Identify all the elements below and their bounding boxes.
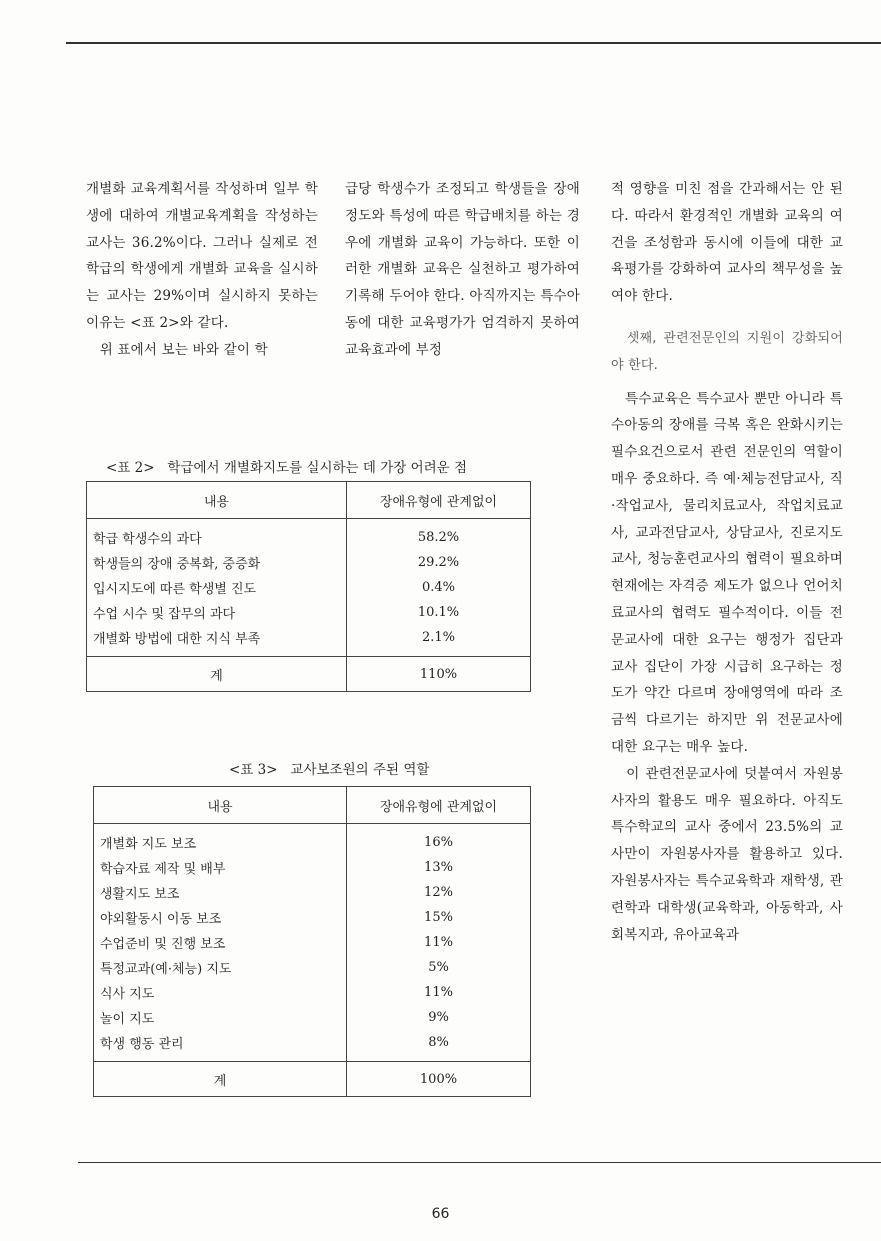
row-label: 수업 시수 및 잡무의 과다 <box>87 600 347 625</box>
table-row <box>87 600 531 625</box>
table-total-row <box>87 657 531 692</box>
table3-title: 교사보조원의 주된 역할 <box>290 762 430 778</box>
row-value: 9% <box>347 1005 531 1030</box>
row-value: 5% <box>347 955 531 980</box>
total-label: 계 <box>94 1062 347 1097</box>
row-label: 학생들의 장애 중복화, 중증화 <box>87 550 347 575</box>
top-rule <box>66 42 881 44</box>
table-row <box>94 905 531 930</box>
total-value: 100% <box>347 1062 531 1097</box>
table3-number: <표 3> <box>229 762 278 778</box>
table3 <box>93 786 531 1097</box>
row-value: 13% <box>347 855 531 880</box>
row-label: 놀이 지도 <box>94 1005 347 1030</box>
row-label: 입시지도에 따른 학생별 진도 <box>87 575 347 600</box>
text-column-right <box>611 176 843 948</box>
row-value: 2.1% <box>347 625 531 657</box>
column-header: 장애유형에 관계없이 <box>347 787 531 824</box>
bottom-rule <box>78 1162 881 1163</box>
table2 <box>86 481 531 692</box>
paragraph: 급당 학생수가 조정되고 학생들을 장애 정도와 특성에 따른 학급배치를 하는 경우에 개별화 교육이 가능하다. 또한 이러한 개별화 교육은 실천하고 평가하여 기록해 두어야 한다. 아직까지는 특수아동에 대한 교육평가가 엄격하지 못하여 교육효과에 부정 <box>345 181 580 358</box>
total-value: 110% <box>347 657 531 692</box>
table2-number: <표 2> <box>106 460 155 476</box>
table-row <box>94 980 531 1005</box>
paragraph: 특수교육은 특수교사 뿐만 아니라 특수아동의 장애를 극복 혹은 완화시키는 필수요건으로서 관련 전문인의 역할이 매우 중요하다. 즉 예·체능전담교사, 직·작업교사, 물리치료교사, 작업치료교사, 교과전담교사, 상담교사, 진로지도교사, 청능훈련교사의 협력이 필요하며 현재에는 자격증 제도가 없으나 언어치료교사의 협력도 필수적이다. 이들 전문교사에 대한 요구는 행정가 집단과 교사 집단이 가장 시급히 요구하는 정도가 약간 다르며 장애영역에 따라 조금씩 다르기는 하지만 위 전문교사에 대한 요구는 매우 높다. <box>611 390 843 755</box>
table-row <box>94 930 531 955</box>
paragraph: 이 관련전문교사에 덧붙여서 자원봉사자의 활용도 매우 필요하다. 아직도 특수학교의 교사 중에서 23.5%의 교사만이 자원봉사자를 활용하고 있다. 자원봉사자는 특수교육학과 재학생, 관련학과 대학생(교육학과, 아동학과, 사회복지과, 유아교육과 <box>611 765 843 943</box>
table3-caption <box>229 758 429 778</box>
paragraph: 적 영향을 미친 점을 간과해서는 안 된다. 따라서 환경적인 개별화 교육의 여건을 조성함과 동시에 이들에 대한 교육평가를 강화하여 교사의 책무성을 높여야 한다. <box>611 181 843 305</box>
table2-caption <box>106 456 467 476</box>
column-header: 내용 <box>94 787 347 824</box>
row-label: 개별화 지도 보조 <box>94 824 347 856</box>
table-row <box>94 1005 531 1030</box>
column-header: 내용 <box>87 482 347 519</box>
table-row <box>94 880 531 905</box>
row-value: 10.1% <box>347 600 531 625</box>
section-heading: 셋째, 관련전문인의 지원이 강화되어야 한다. <box>611 330 843 373</box>
paragraph: 개별화 교육계획서를 작성하며 일부 학생에 대하여 개별교육계획을 작성하는 교사는 36.2%이다. 그러나 실제로 전 학급의 학생에게 개별화 교육을 실시하는 교사는 29%이며 실시하지 못하는 이유는 <표 2>와 같다. 위 표에서 보는 바와 같이 학 <box>86 181 318 358</box>
row-value: 8% <box>347 1030 531 1062</box>
text-column-middle <box>345 176 580 364</box>
row-label: 생활지도 보조 <box>94 880 347 905</box>
row-value: 58.2% <box>347 519 531 551</box>
row-value: 15% <box>347 905 531 930</box>
row-value: 0.4% <box>347 575 531 600</box>
row-value: 12% <box>347 880 531 905</box>
table-row <box>94 824 531 856</box>
table2-title: 학급에서 개별화지도를 실시하는 데 가장 어려운 점 <box>167 460 468 476</box>
row-label: 식사 지도 <box>94 980 347 1005</box>
row-value: 11% <box>347 980 531 1005</box>
row-value: 11% <box>347 930 531 955</box>
row-label: 특정교과(예·체능) 지도 <box>94 955 347 980</box>
row-label: 야외활동시 이동 보조 <box>94 905 347 930</box>
table-row <box>87 519 531 551</box>
row-value: 16% <box>347 824 531 856</box>
total-label: 계 <box>87 657 347 692</box>
table-row <box>87 575 531 600</box>
row-label: 학급 학생수의 과다 <box>87 519 347 551</box>
row-value: 29.2% <box>347 550 531 575</box>
table-row <box>87 550 531 575</box>
row-label: 학생 행동 관리 <box>94 1030 347 1062</box>
table-row <box>94 855 531 880</box>
page-number: 66 <box>431 1206 450 1222</box>
table-header-row <box>87 482 531 519</box>
table-row <box>94 955 531 980</box>
column-header: 장애유형에 관계없이 <box>347 482 531 519</box>
table-total-row <box>94 1062 531 1097</box>
text-column-left <box>86 176 318 364</box>
row-label: 학습자료 제작 및 배부 <box>94 855 347 880</box>
table-row <box>87 625 531 657</box>
row-label: 수업준비 및 진행 보조 <box>94 930 347 955</box>
row-label: 개별화 방법에 대한 지식 부족 <box>87 625 347 657</box>
table-row <box>94 1030 531 1062</box>
table-header-row <box>94 787 531 824</box>
